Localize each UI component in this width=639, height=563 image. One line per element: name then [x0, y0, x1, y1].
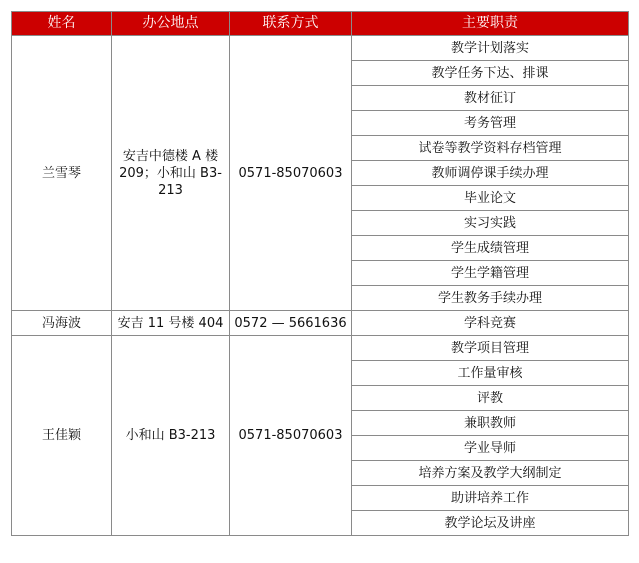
header-office: 办公地点: [112, 12, 230, 36]
duty-cell: 实习实践: [352, 211, 629, 236]
staff-name-cell: 兰雪琴: [12, 36, 112, 311]
duty-cell: 教学项目管理: [352, 336, 629, 361]
duty-cell: 助讲培养工作: [352, 486, 629, 511]
duty-cell: 评教: [352, 386, 629, 411]
header-duties: 主要职责: [352, 12, 629, 36]
staff-name-cell: 冯海波: [12, 311, 112, 336]
duty-cell: 兼职教师: [352, 411, 629, 436]
duty-cell: 教学计划落实: [352, 36, 629, 61]
duty-cell: 学科竞赛: [352, 311, 629, 336]
table-row: [12, 311, 629, 336]
table-row: [12, 336, 629, 361]
contact-phone-cell: 0571-85070603: [230, 36, 352, 311]
office-location-cell: 安吉 11 号楼 404: [112, 311, 230, 336]
duty-cell: 学生成绩管理: [352, 236, 629, 261]
duty-cell: 考务管理: [352, 111, 629, 136]
header-contact: 联系方式: [230, 12, 352, 36]
contact-phone-cell: 0571-85070603: [230, 336, 352, 536]
duty-cell: 工作量审核: [352, 361, 629, 386]
table-row: [12, 36, 629, 61]
office-location-cell: 小和山 B3-213: [112, 336, 230, 536]
header-name: 姓名: [12, 12, 112, 36]
duty-cell: 教学任务下达、排课: [352, 61, 629, 86]
table-header-row: [12, 12, 629, 36]
duty-cell: 培养方案及教学大纲制定: [352, 461, 629, 486]
staff-duties-table: [11, 11, 629, 536]
duty-cell: 学生教务手续办理: [352, 286, 629, 311]
duty-cell: 教学论坛及讲座: [352, 511, 629, 536]
duty-cell: 教材征订: [352, 86, 629, 111]
duty-cell: 毕业论文: [352, 186, 629, 211]
table-body: [12, 36, 629, 536]
contact-phone-cell: 0572 — 5661636: [230, 311, 352, 336]
duty-cell: 学业导师: [352, 436, 629, 461]
duty-cell: 学生学籍管理: [352, 261, 629, 286]
office-location-cell: 安吉中德楼 A 楼 209；小和山 B3-213: [112, 36, 230, 311]
staff-name-cell: 王佳颖: [12, 336, 112, 536]
duty-cell: 教师调停课手续办理: [352, 161, 629, 186]
duty-cell: 试卷等教学资料存档管理: [352, 136, 629, 161]
